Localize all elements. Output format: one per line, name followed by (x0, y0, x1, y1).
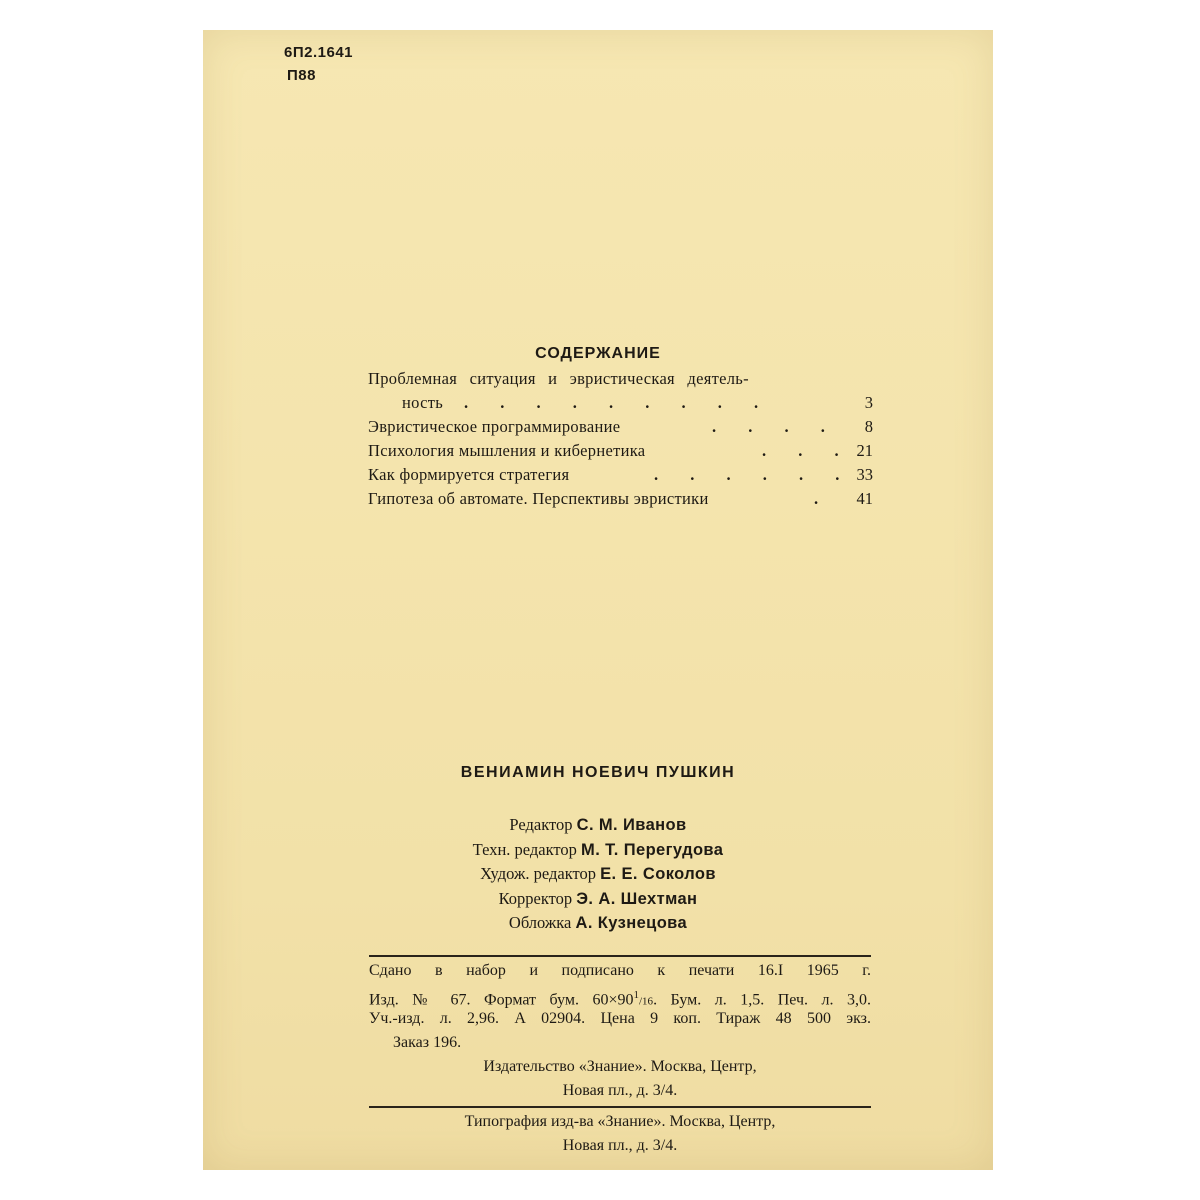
imprint-format-a: Изд. № 67. Формат бум. 60×90 (369, 991, 634, 1009)
toc-entry-title-continued: ность (402, 393, 444, 412)
credit-line (203, 838, 993, 863)
toc-leader-dots: . . . (762, 441, 853, 460)
toc-leader-dots: . . . . . . . . . (464, 393, 773, 412)
table-of-contents (368, 367, 873, 511)
credit-line (203, 862, 993, 887)
toc-entry-title: Эвристическое программирование (368, 417, 621, 436)
credit-line (203, 813, 993, 838)
toc-entry (368, 487, 873, 511)
credit-name: Е. Е. Соколов (600, 865, 716, 883)
printer-line: Типография изд-ва «Знание». Москва, Центр, (464, 1113, 776, 1130)
credit-role: Техн. редактор (472, 839, 577, 859)
toc-entry (368, 367, 873, 391)
imprint-line: Сдано в набор и подписано к печати 16.I 1965 г. (369, 962, 871, 979)
toc-entry-page: 21 (856, 441, 873, 460)
imprint-line: Издательство «Знание». Москва, Центр, (483, 1058, 757, 1075)
credit-line (203, 887, 993, 912)
credit-role: Корректор (498, 888, 573, 908)
imprint-line: Уч.-изд. л. 2,96. А 02904. Цена 9 коп. Тираж 48 500 экз. (369, 1010, 871, 1027)
toc-entry-page: 41 (856, 489, 873, 508)
toc-heading: СОДЕРЖАНИЕ (535, 345, 661, 362)
toc-entry-title: Гипотеза об автомате. Перспективы эвристики (368, 489, 709, 508)
toc-entry (368, 439, 873, 463)
credits-list (203, 813, 993, 936)
toc-entry-page: 8 (864, 417, 873, 436)
catalog-code: П88 (287, 67, 316, 84)
toc-leader-dots: . . . . (712, 417, 839, 436)
credit-name: Э. А. Шехтман (576, 889, 698, 908)
printer-block (369, 1110, 871, 1158)
credit-name: С. М. Иванов (576, 816, 687, 834)
toc-entry-title: Как формируется стратегия (368, 465, 570, 484)
imprint-format-sup: 1 (633, 989, 639, 1001)
toc-entry-continuation (368, 391, 873, 415)
toc-entry-page: 3 (864, 393, 873, 412)
catalog-index: 6П2.1641 (284, 44, 354, 61)
imprint-line: Новая пл., д. 3/4. (562, 1082, 678, 1099)
credit-role: Обложка (508, 913, 572, 932)
imprint-top-rule (369, 955, 871, 957)
toc-entry-title: Психология мышления и кибернетика (368, 441, 646, 460)
imprint-bottom-rule (369, 1106, 871, 1108)
book-page (203, 30, 993, 1170)
toc-entry (368, 463, 873, 487)
credit-name: А. Кузнецова (575, 914, 688, 932)
author-name: ВЕНИАМИН НОЕВИЧ ПУШКИН (460, 764, 736, 781)
credit-role: Худож. редактор (480, 864, 597, 883)
imprint-format-sub: /16 (639, 995, 654, 1008)
credit-name: М. Т. Перегудова (581, 840, 724, 859)
imprint-line: Заказ 196. (393, 1034, 462, 1051)
toc-leader-dots: . . . . . . (654, 465, 854, 484)
toc-entry (368, 415, 873, 439)
imprint-block (369, 959, 871, 1103)
toc-entry-title: Проблемная ситуация и эвристическая деятель- (368, 369, 749, 388)
credit-role: Редактор (509, 815, 573, 834)
imprint-format-b: . Бум. л. 1,5. Печ. л. 3,0. (653, 991, 871, 1009)
toc-entry-page: 33 (856, 465, 873, 484)
imprint-line (369, 983, 871, 1007)
toc-leader-dots: . (814, 489, 833, 508)
printer-line: Новая пл., д. 3/4. (562, 1137, 678, 1154)
credit-line (203, 911, 993, 936)
